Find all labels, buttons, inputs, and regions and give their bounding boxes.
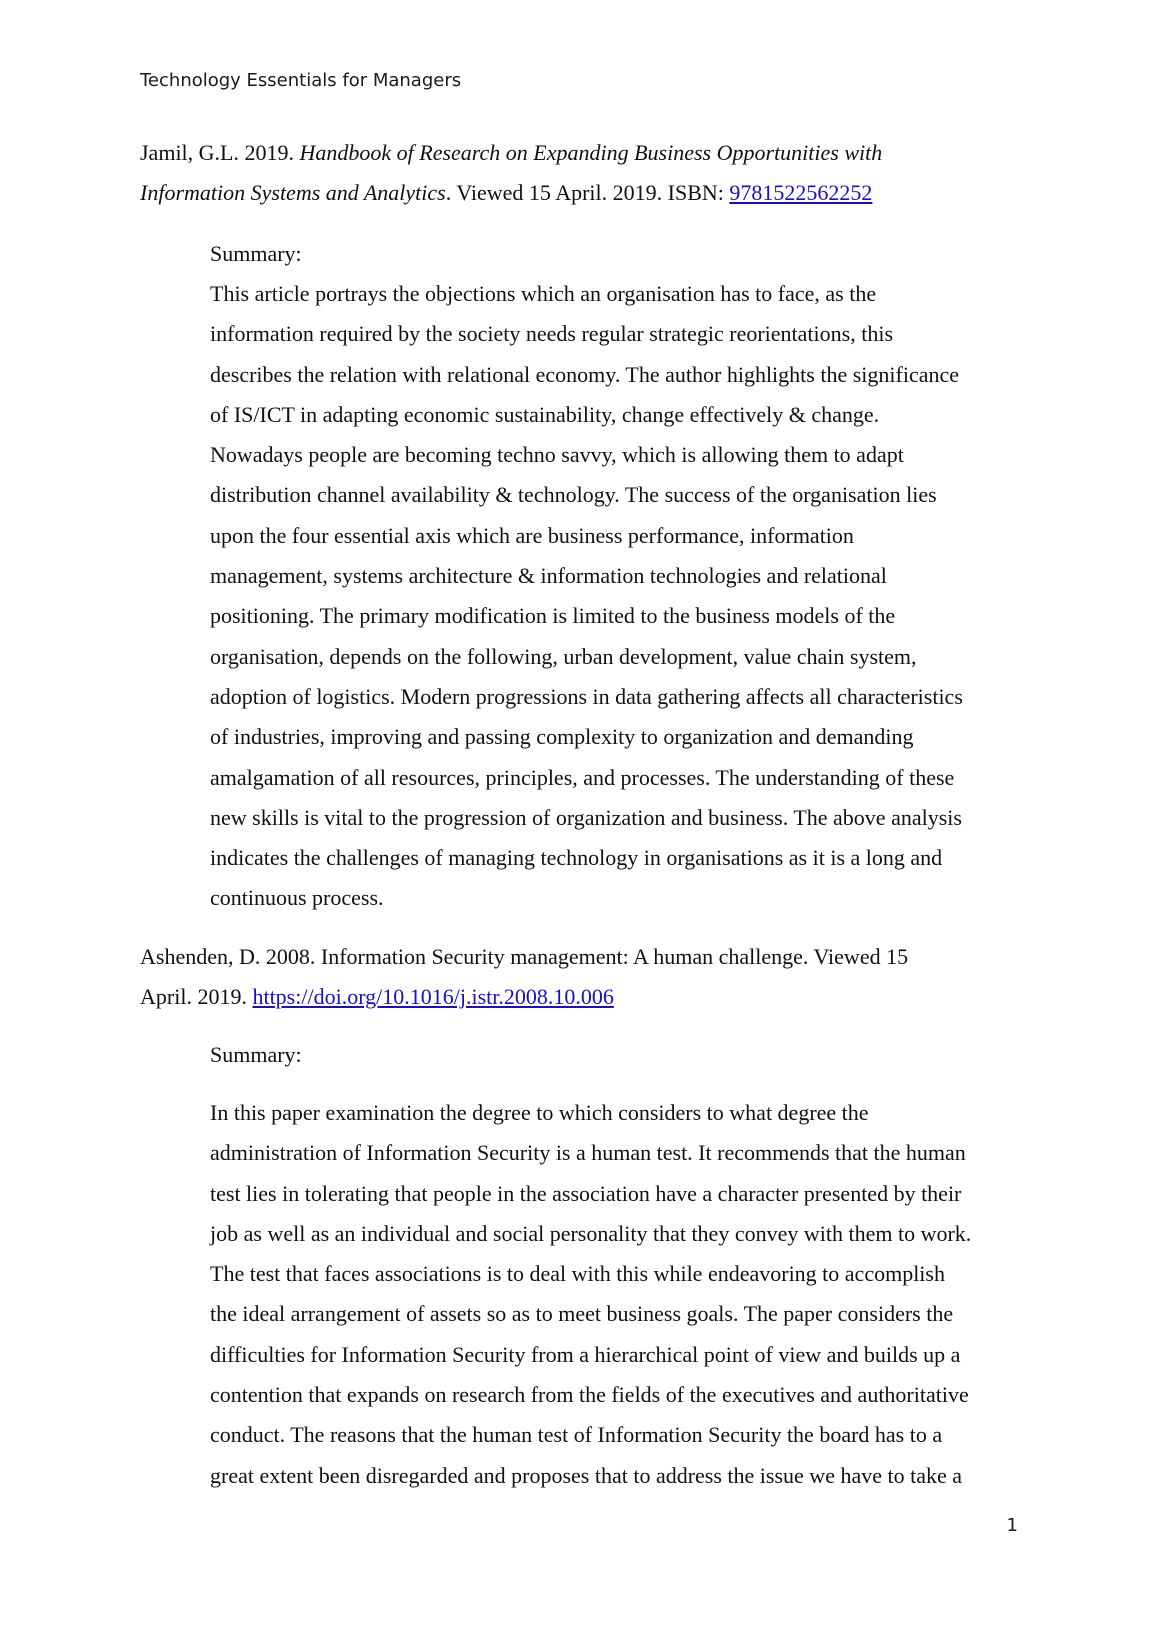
reference-line [140,977,1040,1017]
summary-line: adoption of logistics. Modern progressions in data gathering affects all characteristics [210,683,963,709]
page-number: 1 [1006,1515,1018,1536]
summary-line: of IS/ICT in adapting economic sustainability, change effectively & change. [210,401,880,427]
isbn-link[interactable]: 9781522562252 [729,180,873,205]
summary-line: difficulties for Information Security from a hierarchical point of view and builds up a [210,1341,961,1367]
reference-ashenden [140,937,1040,1017]
summary-line: This article portrays the objections which an organisation has to face, as the [210,281,877,306]
summary-line: the ideal arrangement of assets so as to meet business goals. The paper considers the [210,1301,954,1327]
reference-line [140,133,1040,173]
summary-text-jamil [210,274,1032,919]
reference-title: Handbook of Research on Expanding Business Opportunities with [299,140,883,165]
summary-line: information required by the society needs regular strategic reorientations, this [210,321,893,347]
reference-title-cont: Information Systems and Analytics [140,180,446,205]
summary-line: conduct. The reasons that the human test of Information Security the board has to a [210,1422,943,1448]
summary-line: indicates the challenges of managing technology in organisations as it is a long and [210,845,943,871]
summary-label: Summary: [210,241,302,266]
reference-viewed: . Viewed 15 April. 2019. ISBN: [445,180,730,205]
summary-line: Nowadays people are becoming techno savvy, which is allowing them to adapt [210,442,904,468]
summary-line: organisation, depends on the following, urban development, value chain system, [210,643,917,669]
summary-text-ashenden [210,1093,1032,1496]
summary-line: test lies in tolerating that people in the association have a character presented by their [210,1180,962,1206]
summary-line: amalgamation of all resources, principles, and processes. The understanding of these [210,764,955,790]
summary-line: administration of Information Security is a human test. It recommends that the human [210,1140,966,1166]
summary-line: The test that faces associations is to deal with this while endeavoring to accomplish [210,1261,945,1287]
summary-line: management, systems architecture & information technologies and relational [210,563,887,589]
reference-line [140,173,1040,213]
summary-line: of industries, improving and passing complexity to organization and demanding [210,724,914,750]
running-header: Technology Essentials for Managers [140,70,462,91]
reference-author-year: Jamil, G.L. 2019. [140,140,300,165]
summary-line: positioning. The primary modification is limited to the business models of the [210,603,896,629]
summary-line: distribution channel availability & technology. The success of the organisation lies [210,482,937,508]
summary-line: new skills is vital to the progression of organization and business. The above analysis [210,804,962,830]
doi-link[interactable]: https://doi.org/10.1016/j.istr.2008.10.006 [252,984,614,1009]
reference-line: Ashenden, D. 2008. Information Security management: A human challenge. Viewed 15 [140,944,909,969]
summary-label: Summary: [210,1042,302,1067]
summary-line: upon the four essential axis which are business performance, information [210,522,854,548]
summary-line: In this paper examination the degree to which considers to what degree the [210,1100,869,1125]
summary-line: contention that expands on research from the fields of the executives and authoritative [210,1382,969,1408]
reference-jamil [140,133,1040,213]
reference-viewed: April. 2019. [140,984,253,1009]
summary-line: continuous process. [210,885,384,911]
summary-line: describes the relation with relational economy. The author highlights the significance [210,361,959,387]
summary-line: great extent been disregarded and proposes that to address the issue we have to take a [210,1462,963,1488]
summary-line: job as well as an individual and social personality that they convey with them to work. [210,1220,972,1246]
